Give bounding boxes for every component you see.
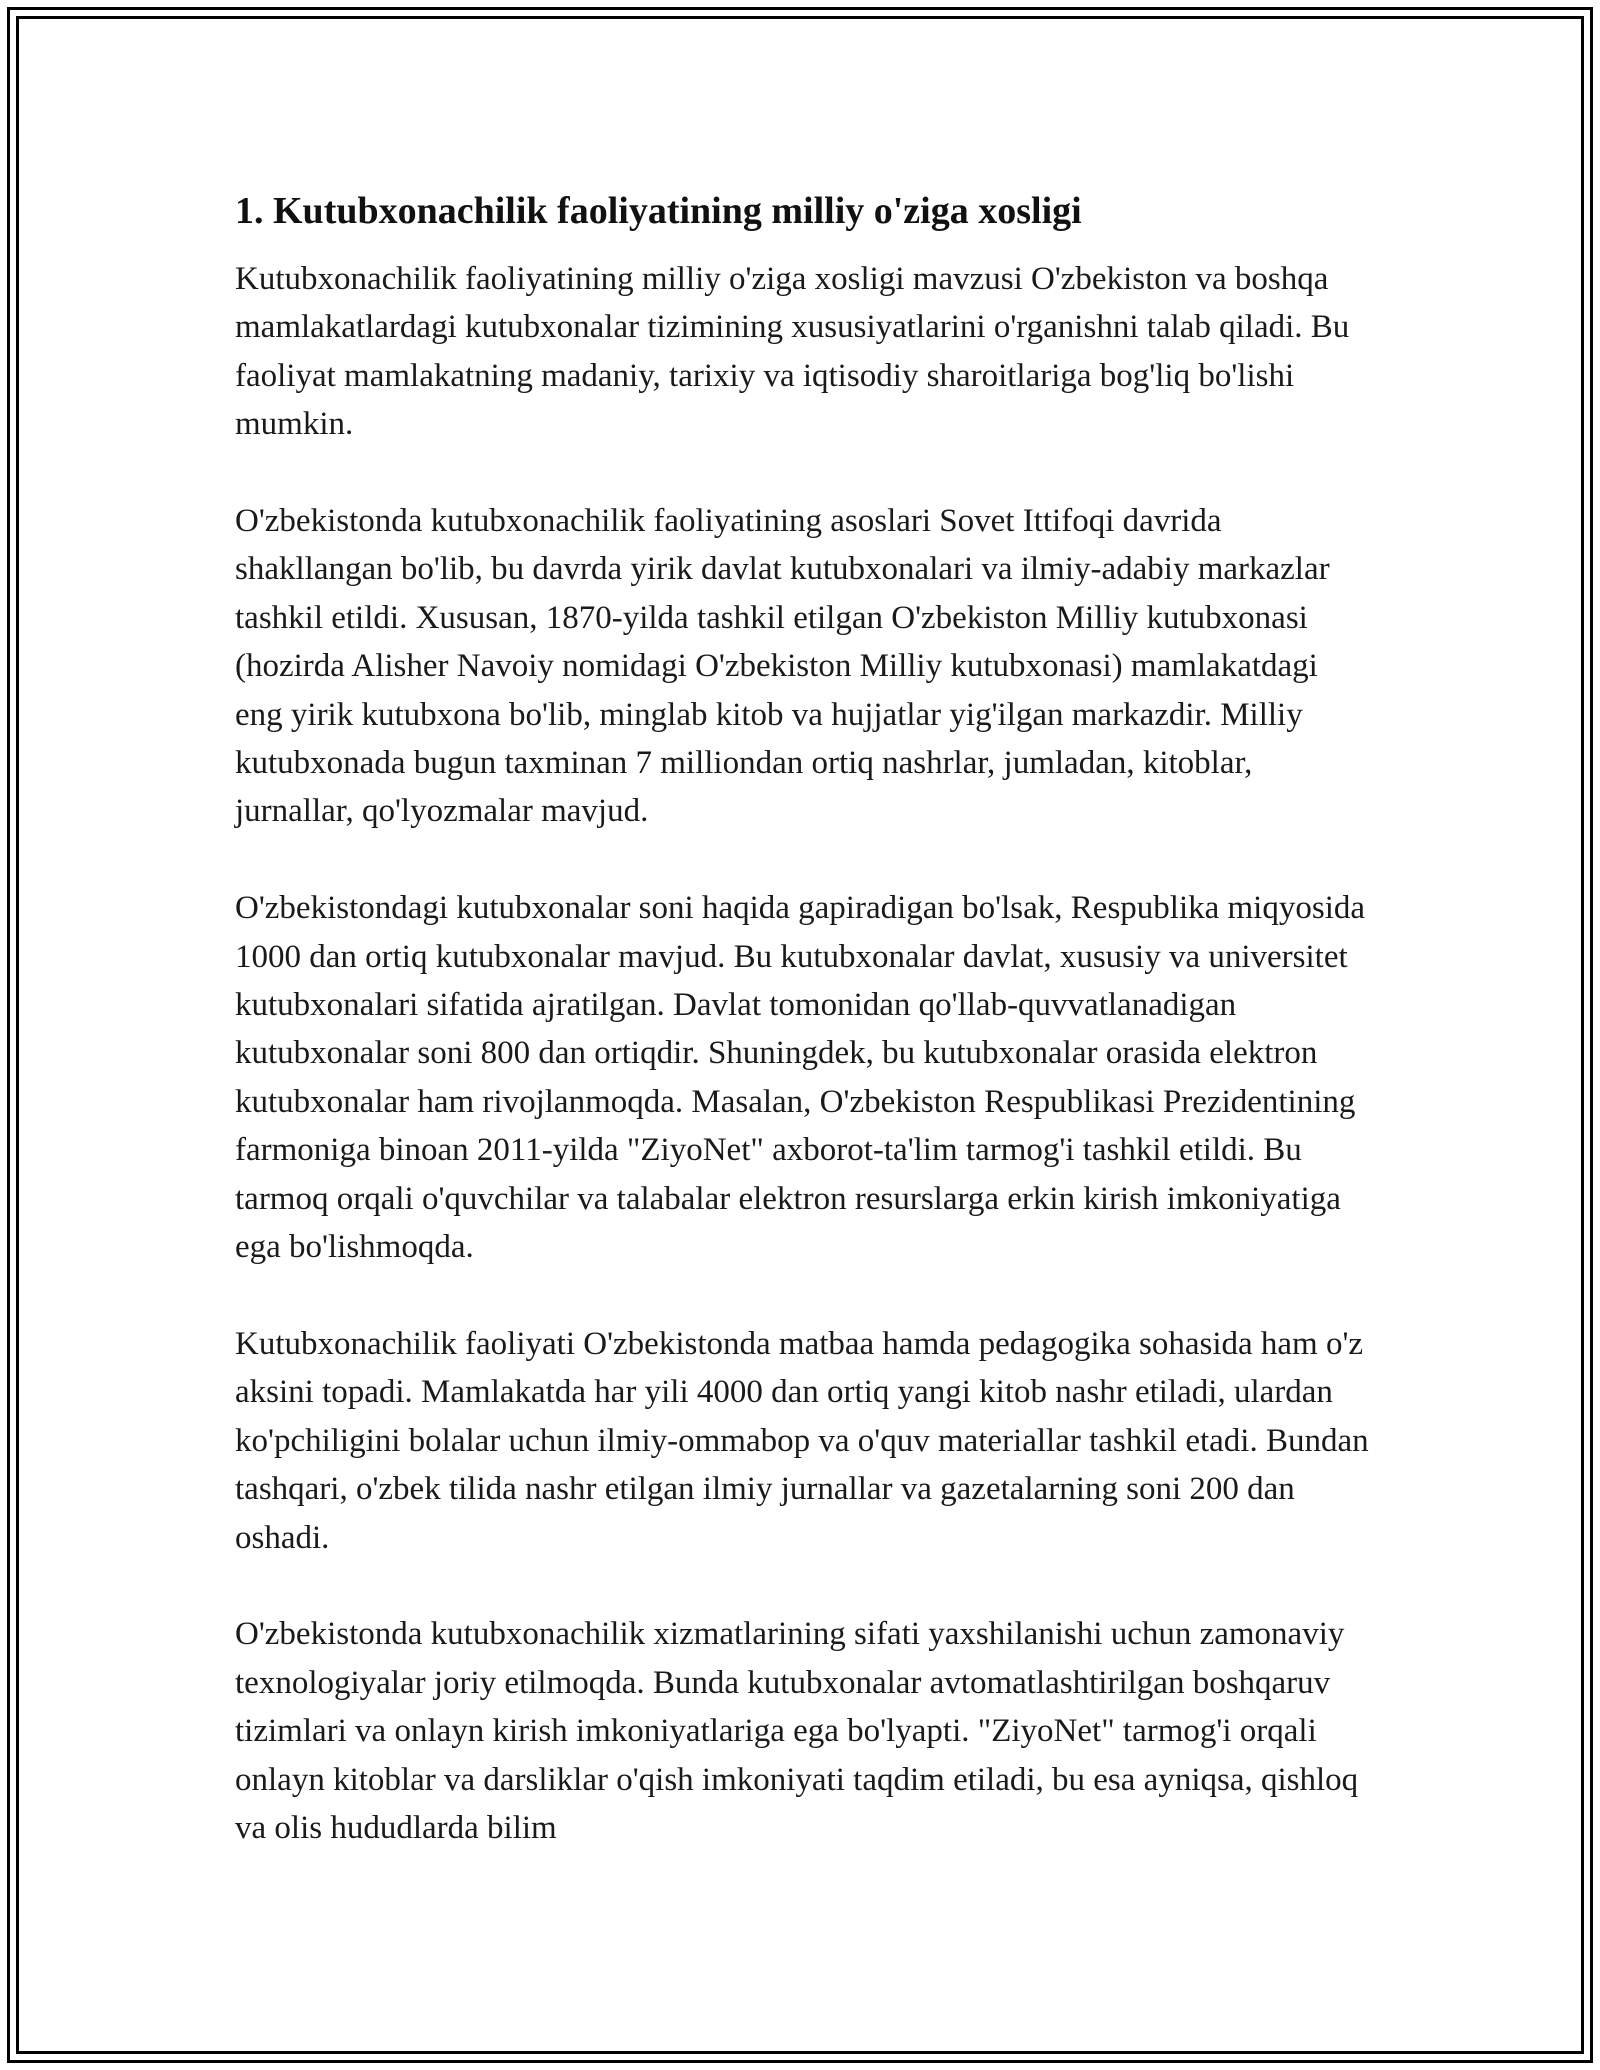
paragraph-5: O'zbekistonda kutubxonachilik xizmatlarining sifati yaxshilanishi uchun zamonaviy texnologiyalar joriy etilmoqda. Bunda kutubxonalar avtomatlashtirilgan boshqaruv tizimlari va onlayn kirish imkoniyatlariga ega bo'lyapti. "ZiyoNet" tarmog'i orqali onlayn kitoblar va darsliklar o'qish imkoniyati taqdim etiladi, bu esa ayniqsa, qishloq va olis hududlarda bilim [235, 1616, 1359, 1846]
paragraph-3: O'zbekistondagi kutubxonalar soni haqida gapiradigan bo'lsak, Respublika miqyosida 1000 dan ortiq kutubxonalar mavjud. Bu kutubxonalar davlat, xususiy va universitet kutubxonalari sifatida ajratilgan. Davlat tomonidan qo'llab-quvvatlanadigan kutubxonalar soni 800 dan ortiqdir. Shuningdek, bu kutubxonalar orasida elektron kutubxonalar ham rivojlanmoqda. Masalan, O'zbekiston Respublikasi Prezidentining farmoniga binoan 2011-yilda "ZiyoNet" axborot-ta'lim tarmog'i tashkil etildi. Bu tarmoq orqali o'quvchilar va talabalar elektron resurslarga erkin kirish imkoniyatiga ega bo'lishmoqda. [235, 890, 1366, 1266]
paragraph-1: Kutubxonachilik faoliyatining milliy o'ziga xosligi mavzusi O'zbekiston va boshqa mamlakatlardagi kutubxonalar tizimining xususiyatlarini o'rganishni talab qiladi. Bu faoliyat mamlakatning madaniy, tarixiy va iqtisodiy sharoitlariga bog'liq bo'lishi mumkin. [235, 261, 1350, 443]
paragraph-2: O'zbekistonda kutubxonachilik faoliyatining asoslari Sovet Ittifoqi davrida shakllangan bo'lib, bu davrda yirik davlat kutubxonalari va ilmiy-adabiy markazlar tashkil etildi. Xususan, 1870-yilda tashkil etilgan O'zbekiston Milliy kutubxonasi (hozirda Alisher Navoiy nomidagi O'zbekiston Milliy kutubxonasi) mamlakatdagi eng yirik kutubxona bo'lib, minglab kitob va hujjatlar yig'ilgan markazdir. Milliy kutubxonada bugun taxminan 7 milliondan ortiq nashrlar, jumladan, kitoblar, jurnallar, qo'lyozmalar mavjud. [235, 503, 1330, 830]
paragraph-4: Kutubxonachilik faoliyati O'zbekistonda matbaa hamda pedagogika sohasida ham o'z aksini topadi. Mamlakatda har yili 4000 dan ortiq yangi kitob nashr etiladi, ulardan ko'pchiligini bolalar uchun ilmiy-ommabop va o'quv materiallar tashkil etadi. Bundan tashqari, o'zbek tilida nashr etilgan ilmiy jurnallar va gazetalarning soni 200 dan oshadi. [235, 1325, 1369, 1556]
document-body [235, 185, 1370, 1901]
section-heading: 1. Kutubxonachilik faoliyatining milliy o'ziga xosligi [235, 190, 1082, 232]
